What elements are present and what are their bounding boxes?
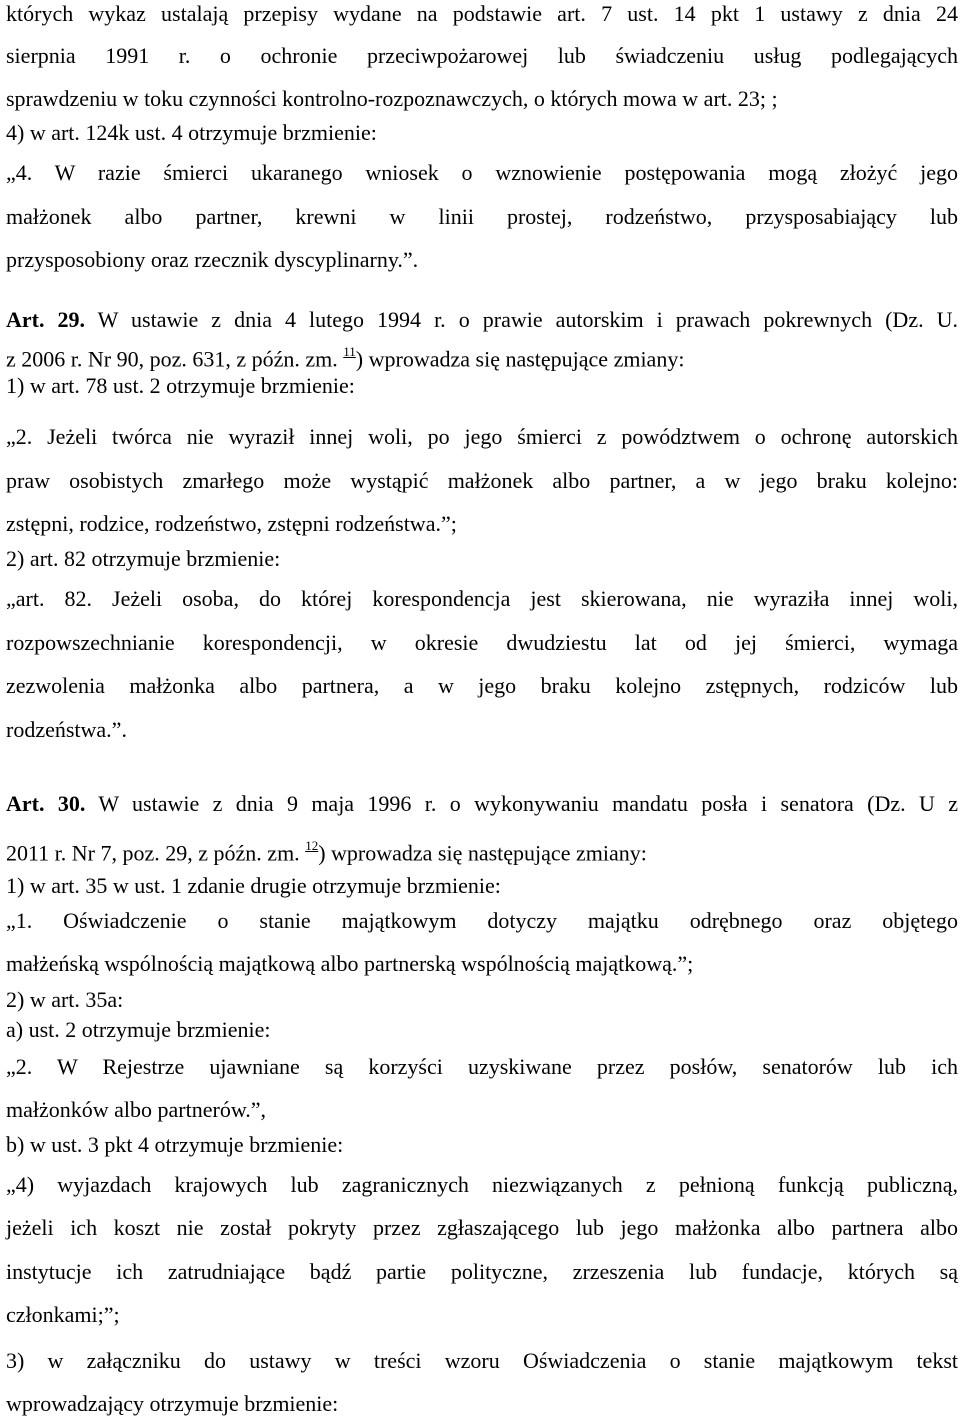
article-30-heading: [6, 790, 958, 818]
article-30-line2: [6, 834, 647, 867]
text-line: małżonków albo partnerów.”,: [6, 1097, 267, 1122]
footnote-ref[interactable]: 11: [343, 344, 356, 359]
text-line: W ustawie z dnia 4 lutego 1994 r. o prawie autorskim i prawach pokrewnych (Dz. U.: [97, 307, 958, 332]
article-29-heading: [6, 306, 958, 334]
text-line: z 2006 r. Nr 90, poz. 631, z późn. zm.: [6, 346, 338, 372]
text-line: rozpowszechnianie korespondencji, w okresie dwudziestu lat od jej śmierci, wymaga: [6, 630, 958, 655]
text-line: 2) w art. 35a:: [6, 987, 124, 1012]
text-line: „4. W razie śmierci ukaranego wniosek o wznowienie postępowania mogą złożyć jego: [6, 160, 958, 185]
text-line: zezwolenia małżonka albo partnera, a w jego braku kolejno zstępnych, rodziców lub: [6, 673, 958, 698]
text-line: wprowadzający otrzymuje brzmienie:: [6, 1391, 339, 1416]
text-line: „2. Jeżeli twórca nie wyraził innej woli, po jego śmierci z powództwem o ochronę autorskich: [6, 424, 958, 449]
text-line: członkami;”;: [6, 1302, 120, 1327]
text-line: jeżeli ich koszt nie został pokryty przez zgłaszającego lub jego małżonka albo partnera albo: [6, 1215, 958, 1240]
text-line: przysposobiony oraz rzecznik dyscyplinarny.”.: [6, 247, 419, 272]
text-line: sierpnia 1991 r. o ochronie przeciwpożarowej lub świadczeniu usług podlegających: [6, 43, 958, 68]
text-line: ) wprowadza się następujące zmiany:: [318, 840, 647, 866]
text-line: W ustawie z dnia 9 maja 1996 r. o wykonywaniu mandatu posła i senatora (Dz. U z: [98, 791, 958, 816]
text-line: praw osobistych zmarłego może wystąpić małżonek albo partner, a w jego braku kolejno:: [6, 468, 958, 493]
text-line: 1) w art. 35 w ust. 1 zdanie drugie otrzymuje brzmienie:: [6, 873, 501, 898]
text-line: 4) w art. 124k ust. 4 otrzymuje brzmienie:: [6, 120, 377, 145]
footnote-ref[interactable]: 12: [305, 838, 319, 853]
text-line: „art. 82. Jeżeli osoba, do której korespondencja jest skierowana, nie wyraziła innej woli,: [6, 586, 958, 611]
text-line: małżeńską wspólnością majątkową albo partnerską wspólnością majątkową.”;: [6, 951, 694, 976]
article-label: Art. 29.: [6, 307, 86, 332]
text-line: małżonek albo partner, krewni w linii prostej, rodzeństwo, przysposabiający lub: [6, 204, 958, 229]
text-line: 2) art. 82 otrzymuje brzmienie:: [6, 546, 281, 571]
article-29-line2: [6, 340, 684, 373]
article-label: Art. 30.: [6, 791, 86, 816]
text-line: sprawdzeniu w toku czynności kontrolno-rozpoznawczych, o których mowa w art. 23; ;: [6, 86, 778, 111]
text-line: ) wprowadza się następujące zmiany:: [355, 346, 685, 372]
text-line: 3) w załączniku do ustawy w treści wzoru Oświadczenia o stanie majątkowym tekst: [6, 1348, 958, 1373]
text-line: „2. W Rejestrze ujawniane są korzyści uzyskiwane przez posłów, senatorów lub ich: [6, 1054, 958, 1079]
text-line: zstępni, rodzice, rodzeństwo, zstępni rodzeństwa.”;: [6, 511, 457, 536]
text-line: 1) w art. 78 ust. 2 otrzymuje brzmienie:: [6, 373, 355, 398]
text-line: b) w ust. 3 pkt 4 otrzymuje brzmienie:: [6, 1132, 344, 1157]
text-line: rodzeństwa.”.: [6, 717, 127, 742]
text-line: 2011 r. Nr 7, poz. 29, z późn. zm.: [6, 840, 300, 866]
text-line: „4) wyjazdach krajowych lub zagranicznych niezwiązanych z pełnioną funkcją publiczną,: [6, 1172, 958, 1197]
text-line: „1. Oświadczenie o stanie majątkowym dotyczy majątku odrębnego oraz objętego: [6, 908, 958, 933]
text-line: których wykaz ustalają przepisy wydane na podstawie art. 7 ust. 14 pkt 1 ustawy z dnia 24: [6, 1, 958, 26]
text-line: instytucje ich zatrudniające bądź partie polityczne, zrzeszenia lub fundacje, których są: [6, 1259, 958, 1284]
text-line: a) ust. 2 otrzymuje brzmienie:: [6, 1017, 271, 1042]
